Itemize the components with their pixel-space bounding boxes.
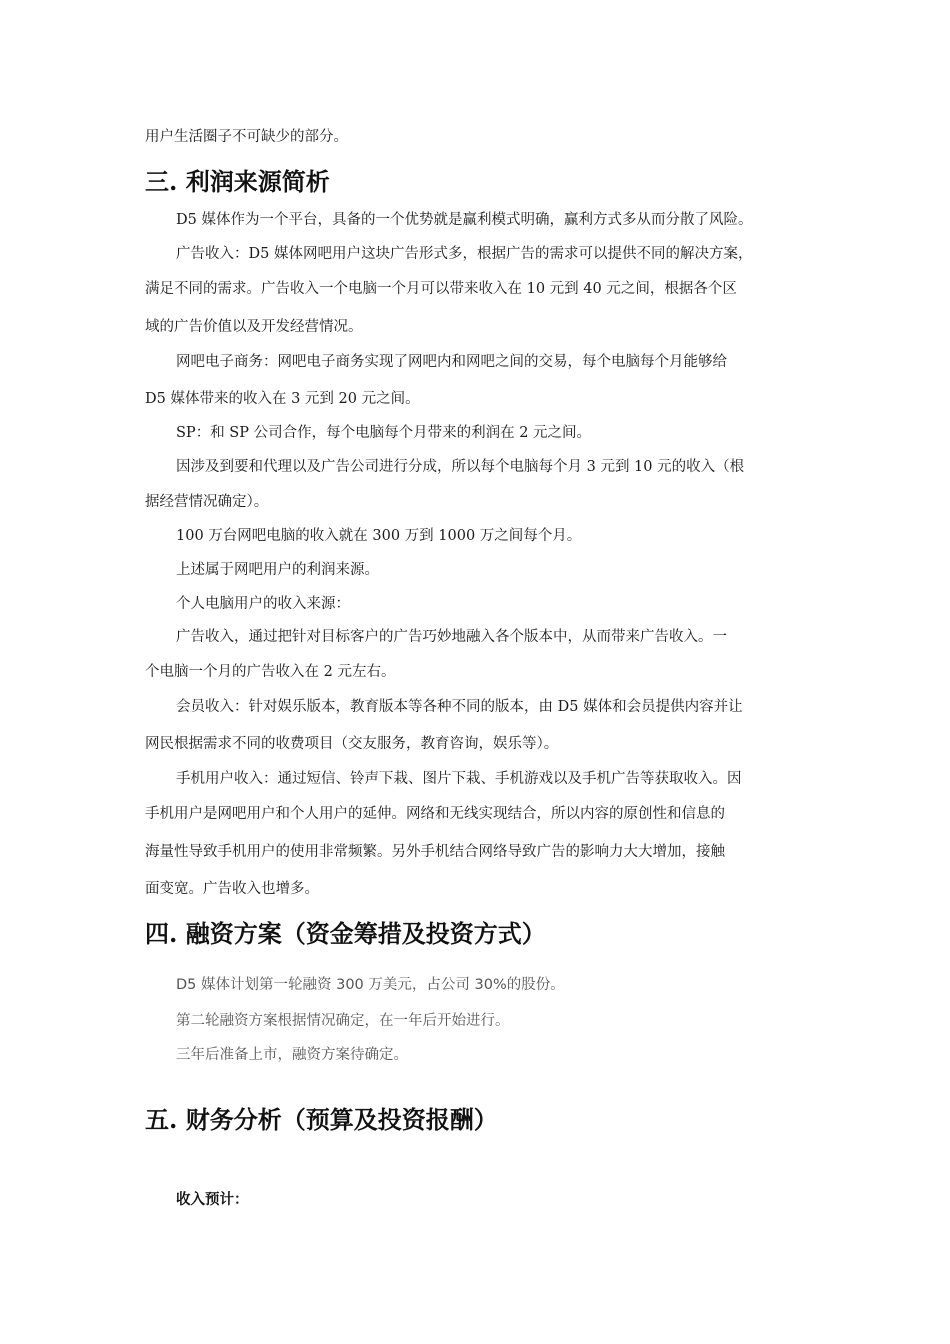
paragraph-line: 广告收入，通过把针对目标客户的广告巧妙地融入各个版本中，从而带来广告收入。一 bbox=[176, 629, 727, 645]
paragraph-line: 会员收入：针对娱乐版本，教育版本等各种不同的版本，由 D5 媒体和会员提供内容并让 bbox=[176, 699, 743, 715]
financing-line: 三年后准备上市，融资方案待确定。 bbox=[176, 1047, 408, 1063]
revenue-forecast-label: 收入预计： bbox=[176, 1192, 249, 1208]
paragraph-line: 广告收入：D5 媒体网吧用户这块广告形式多，根据广告的需求可以提供不同的解决方案， bbox=[176, 246, 753, 262]
paragraph-line: 域的广告价值以及开发经营情况。 bbox=[145, 319, 363, 335]
paragraph-line: 据经营情况确定）。 bbox=[145, 494, 269, 510]
paragraph-line: D5 媒体作为一个平台，具备的一个优势就是赢利模式明确，赢利方式多从而分散了风险。 bbox=[176, 212, 753, 228]
paragraph-line: 面变宽。广告收入也增多。 bbox=[145, 881, 319, 897]
paragraph-line: D5 媒体带来的收入在 3 元到 20 元之间。 bbox=[145, 391, 420, 407]
financing-line: 第二轮融资方案根据情况确定，在一年后开始进行。 bbox=[176, 1013, 510, 1029]
lead-line: 用户生活圈子不可缺少的部分。 bbox=[145, 129, 348, 145]
financing-line: D5 媒体计划第一轮融资 300 万美元，占公司 30%的股份。 bbox=[176, 977, 565, 993]
paragraph-line: 手机用户是网吧用户和个人用户的延伸。网络和无线实现结合，所以内容的原创性和信息的 bbox=[145, 806, 725, 822]
paragraph-line: 个电脑一个月的广告收入在 2 元左右。 bbox=[145, 664, 396, 680]
paragraph-line: 满足不同的需求。广告收入一个电脑一个月可以带来收入在 10 元到 40 元之间，根据各个区 bbox=[145, 281, 737, 297]
paragraph-line: 网吧电子商务：网吧电子商务实现了网吧内和网吧之间的交易，每个电脑每个月能够给 bbox=[176, 354, 727, 370]
paragraph-line: SP：和 SP 公司合作，每个电脑每个月带来的利润在 2 元之间。 bbox=[176, 425, 592, 441]
paragraph-line: 网民根据需求不同的收费项目（交友服务，教育咨询，娱乐等）。 bbox=[145, 736, 559, 752]
paragraph-line: 个人电脑用户的收入来源： bbox=[176, 596, 350, 612]
paragraph-line: 上述属于网吧用户的利润来源。 bbox=[176, 562, 379, 578]
section-5-heading: 五. 财务分析（预算及投资报酬） bbox=[145, 1105, 498, 1134]
paragraph-line: 100 万台网吧电脑的收入就在 300 万到 1000 万之间每个月。 bbox=[176, 528, 582, 544]
section-4-heading: 四. 融资方案（资金筹措及投资方式） bbox=[145, 919, 546, 948]
paragraph-line: 手机用户收入：通过短信、铃声下栽、图片下栽、手机游戏以及手机广告等获取收入。因 bbox=[176, 771, 742, 787]
paragraph-line: 因涉及到要和代理以及广告公司进行分成，所以每个电脑每个月 3 元到 10 元的收入（根 bbox=[176, 459, 745, 475]
section-3-heading: 三. 利润来源简析 bbox=[145, 167, 330, 196]
paragraph-line: 海量性导致手机用户的使用非常频繁。另外手机结合网络导致广告的影响力大大增加，接触 bbox=[145, 844, 725, 860]
